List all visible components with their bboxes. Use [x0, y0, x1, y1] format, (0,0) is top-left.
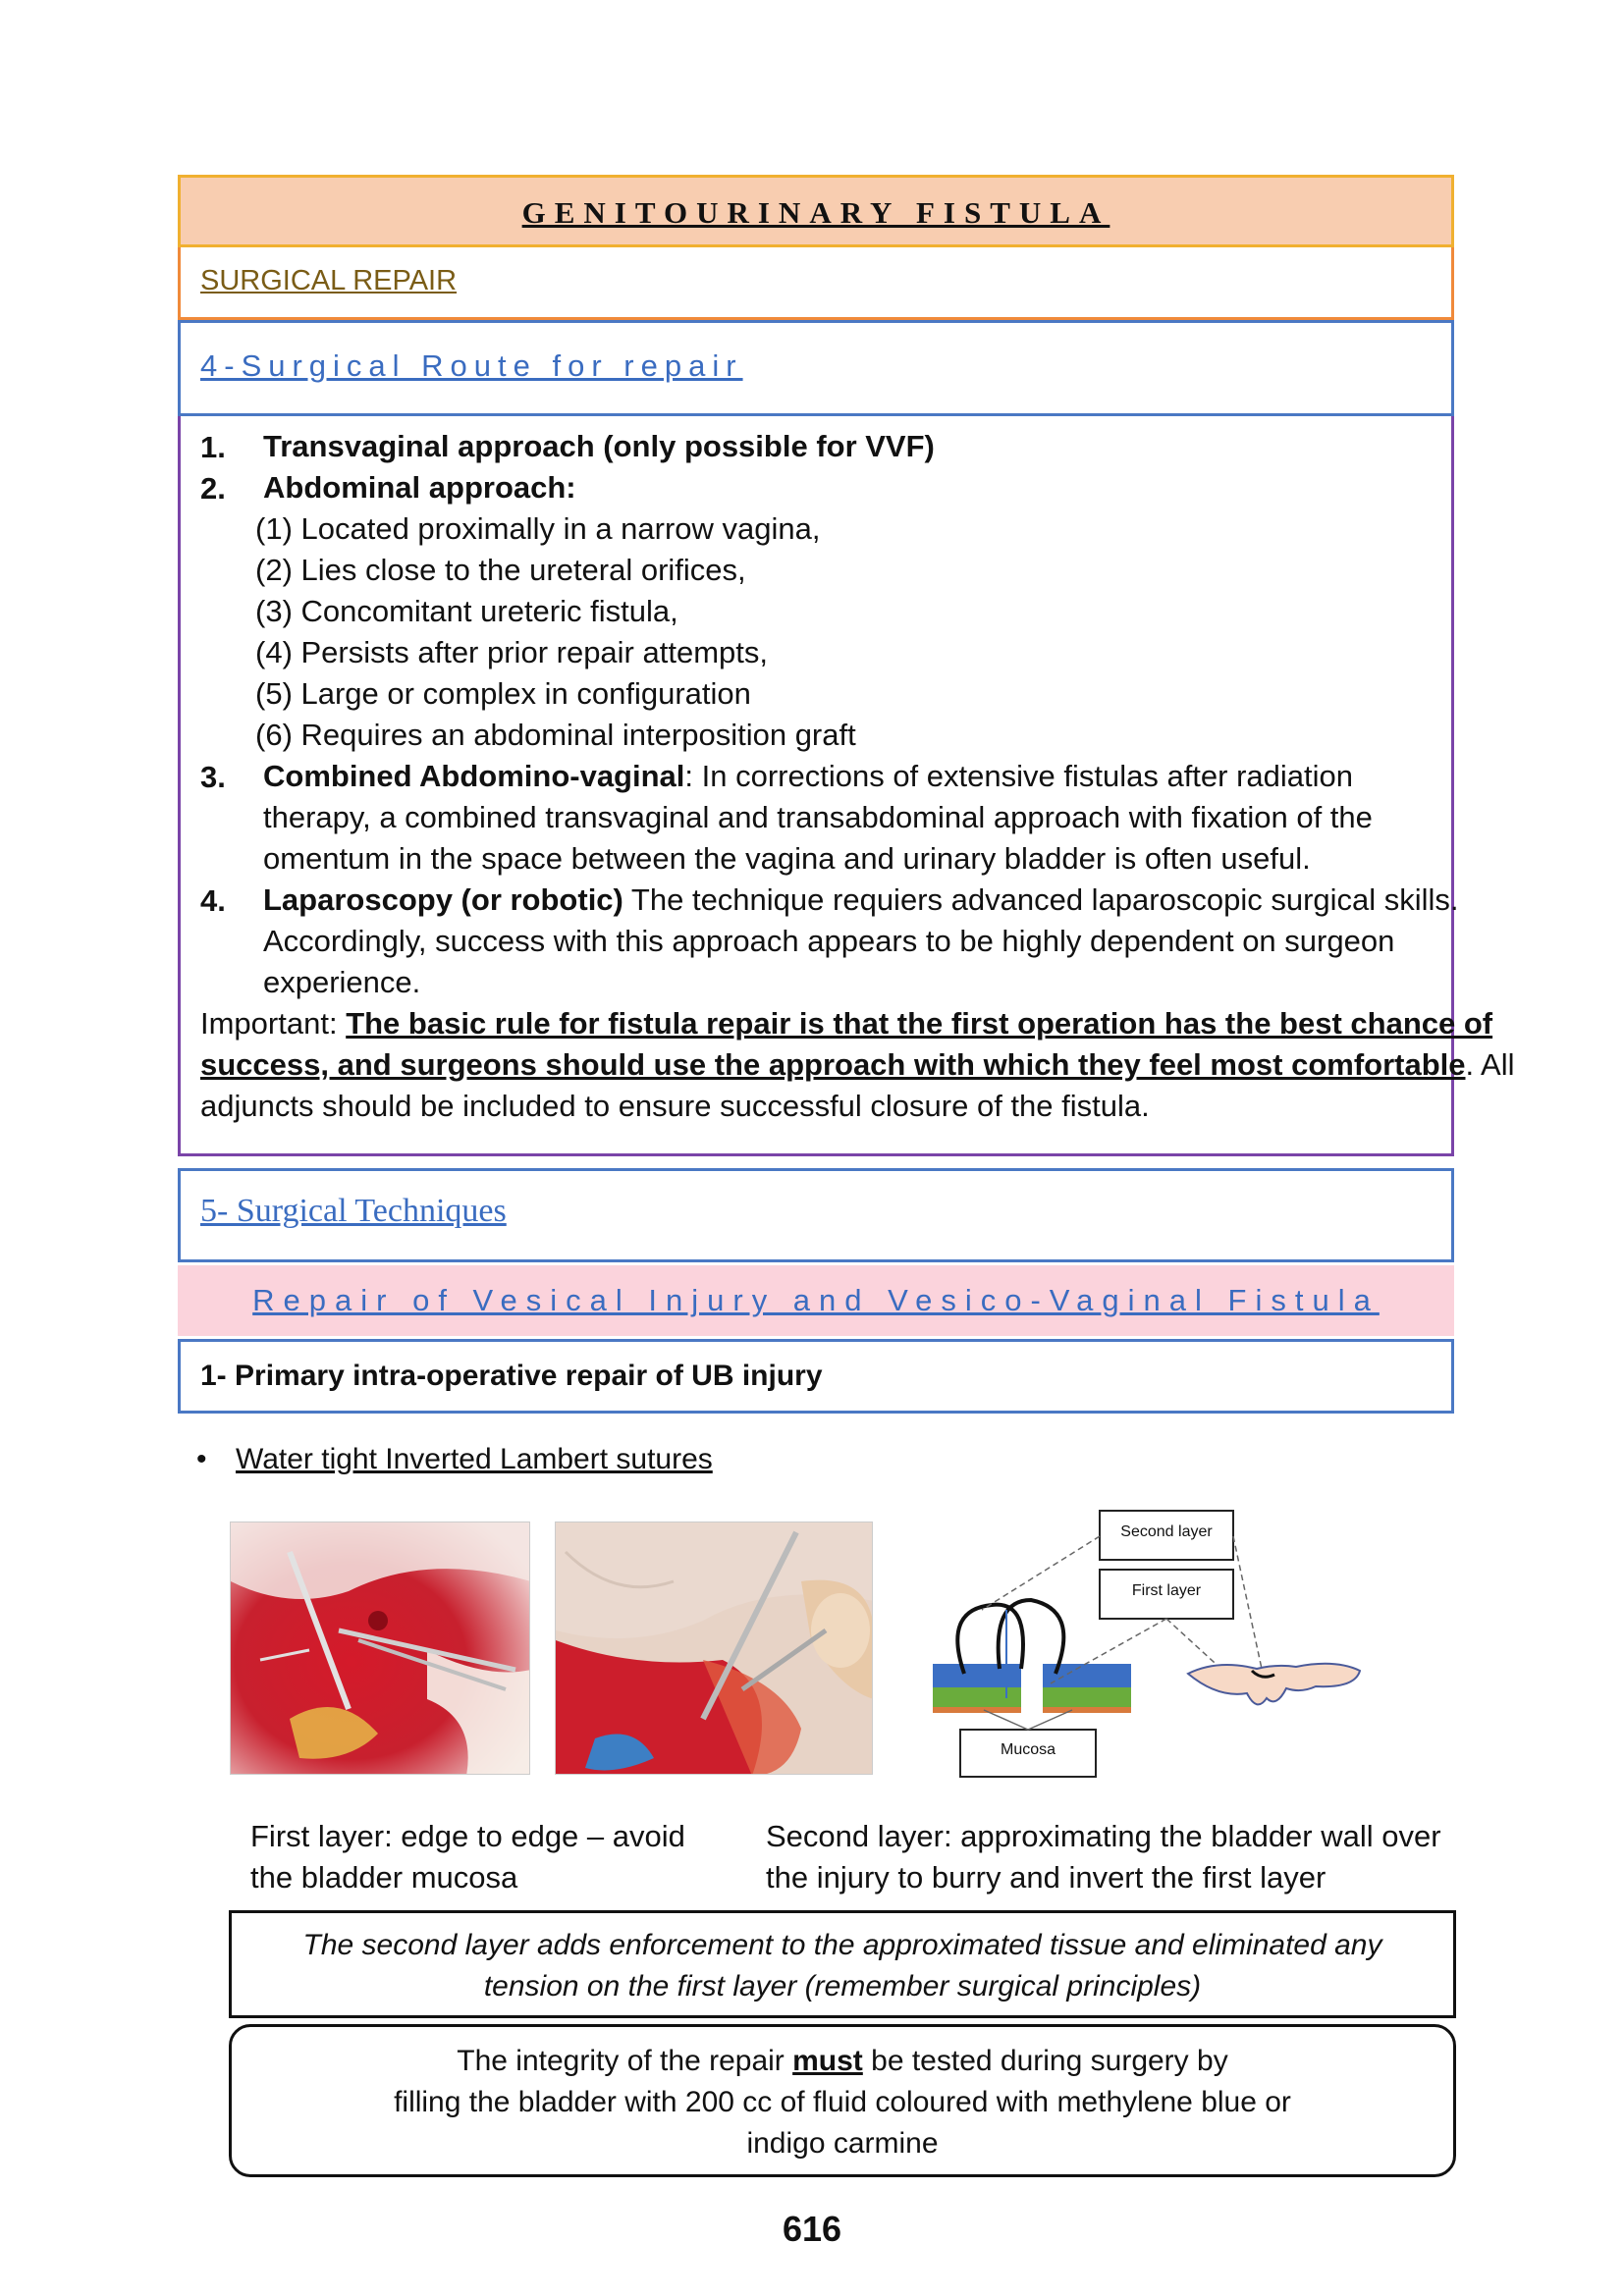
- note-emphasis: must: [792, 2045, 863, 2077]
- important-line: [200, 1044, 1514, 1086]
- sub-item: (5) Large or complex in configuration: [255, 676, 751, 711]
- chapter-title-box: [178, 175, 1454, 247]
- route-heading-box: [178, 320, 1454, 416]
- note-line: The second layer adds enforcement to the approximated tissue and eliminated any: [302, 1929, 1382, 1961]
- note-integrity-box: [229, 2024, 1456, 2177]
- item-label: Laparoscopy (or robotic): [263, 882, 623, 917]
- primary-repair-heading: 1- Primary intra-operative repair of UB injury: [200, 1360, 823, 1392]
- suture-layer-diagram: [923, 1502, 1384, 1787]
- item-text: : In corrections of extensive fistulas after radiation: [684, 759, 1354, 793]
- route-list-box: [178, 416, 1515, 1156]
- list-item-combined: [263, 756, 1353, 797]
- important-line: [200, 1003, 1492, 1044]
- techniques-heading-box: [178, 1168, 1454, 1262]
- note-second-layer-text: [251, 1925, 1434, 2007]
- note-line: [251, 2041, 1434, 2082]
- important-tail: . All: [1465, 1047, 1515, 1082]
- list-item-transvaginal: Transvaginal approach (only possible for VVF): [263, 429, 935, 463]
- list-number: 3.: [200, 760, 226, 794]
- important-label: Important:: [200, 1006, 347, 1041]
- list-number: 2.: [200, 471, 226, 506]
- sub-item: (4) Persists after prior repair attempts,: [255, 635, 768, 669]
- important-text: The basic rule for fistula repair is that the first operation has the best chance of: [346, 1006, 1493, 1041]
- label-second-layer: Second layer: [1120, 1523, 1213, 1540]
- important-line: adjuncts should be included to ensure successful closure of the fistula.: [200, 1089, 1150, 1123]
- sub-item: (3) Concomitant ureteric fistula,: [255, 594, 678, 628]
- note-line: indigo carmine: [746, 2127, 939, 2160]
- sub-item: (1) Located proximally in a narrow vagina,: [255, 511, 821, 546]
- note-line: filling the bladder with 200 cc of fluid coloured with methylene blue or: [394, 2086, 1291, 2118]
- caption-second-layer-line1: Second layer: approximating the bladder wall over: [766, 1819, 1441, 1853]
- note-integrity-text: [251, 2041, 1434, 2164]
- page-number: 616: [782, 2209, 842, 2249]
- item-text: Accordingly, success with this approach appears to be highly dependent on surgeon: [263, 924, 1395, 958]
- banner-title: Repair of Vesical Injury and Vesico-Vaginal Fistula: [252, 1283, 1380, 1317]
- important-text: success, and surgeons should use the approach with which they feel most comfortable: [200, 1047, 1466, 1082]
- list-number: 4.: [200, 883, 226, 918]
- note-part: be tested during surgery by: [862, 2045, 1228, 2077]
- list-number: 1.: [200, 430, 226, 464]
- note-second-layer-box: [229, 1910, 1456, 2018]
- label-first-layer: First layer: [1131, 1582, 1202, 1599]
- section-subtitle: SURGICAL REPAIR: [200, 265, 458, 296]
- primary-repair-box: [178, 1339, 1454, 1414]
- chapter-title: GENITOURINARY FISTULA: [521, 195, 1110, 230]
- banner-box: [178, 1265, 1454, 1336]
- bullet-icon: •: [196, 1443, 207, 1475]
- caption-first-layer-line2: the bladder mucosa: [250, 1860, 518, 1895]
- caption-second-layer-line2: the injury to burry and invert the first layer: [766, 1860, 1326, 1895]
- item-text: experience.: [263, 965, 421, 999]
- sub-item: (2) Lies close to the ureteral orifices,: [255, 553, 746, 587]
- list-item-laparoscopy: [263, 880, 1459, 921]
- note-line: tension on the first layer (remember surgical principles): [483, 1970, 1202, 2002]
- surgical-photo-first-layer: [230, 1522, 530, 1775]
- techniques-heading: 5- Surgical Techniques: [200, 1193, 507, 1229]
- note-part: The integrity of the repair: [457, 2045, 793, 2077]
- surgical-photo-second-layer: [555, 1522, 873, 1775]
- section-subtitle-box: [178, 247, 1454, 320]
- caption-first-layer-line1: First layer: edge to edge – avoid: [250, 1819, 685, 1853]
- bullet-text: Water tight Inverted Lambert sutures: [236, 1443, 713, 1475]
- item-text: omentum in the space between the vagina and urinary bladder is often useful.: [263, 841, 1311, 876]
- item-text: therapy, a combined transvaginal and transabdominal approach with fixation of the: [263, 800, 1373, 834]
- route-heading: 4-Surgical Route for repair: [200, 348, 743, 383]
- label-mucosa: Mucosa: [1000, 1741, 1056, 1758]
- item-text: The technique requiers advanced laparoscopic surgical skills.: [623, 882, 1459, 917]
- item-label: Combined Abdomino-vaginal: [263, 759, 685, 793]
- list-item-abdominal: Abdominal approach:: [263, 470, 576, 505]
- sub-item: (6) Requires an abdominal interposition graft: [255, 718, 856, 752]
